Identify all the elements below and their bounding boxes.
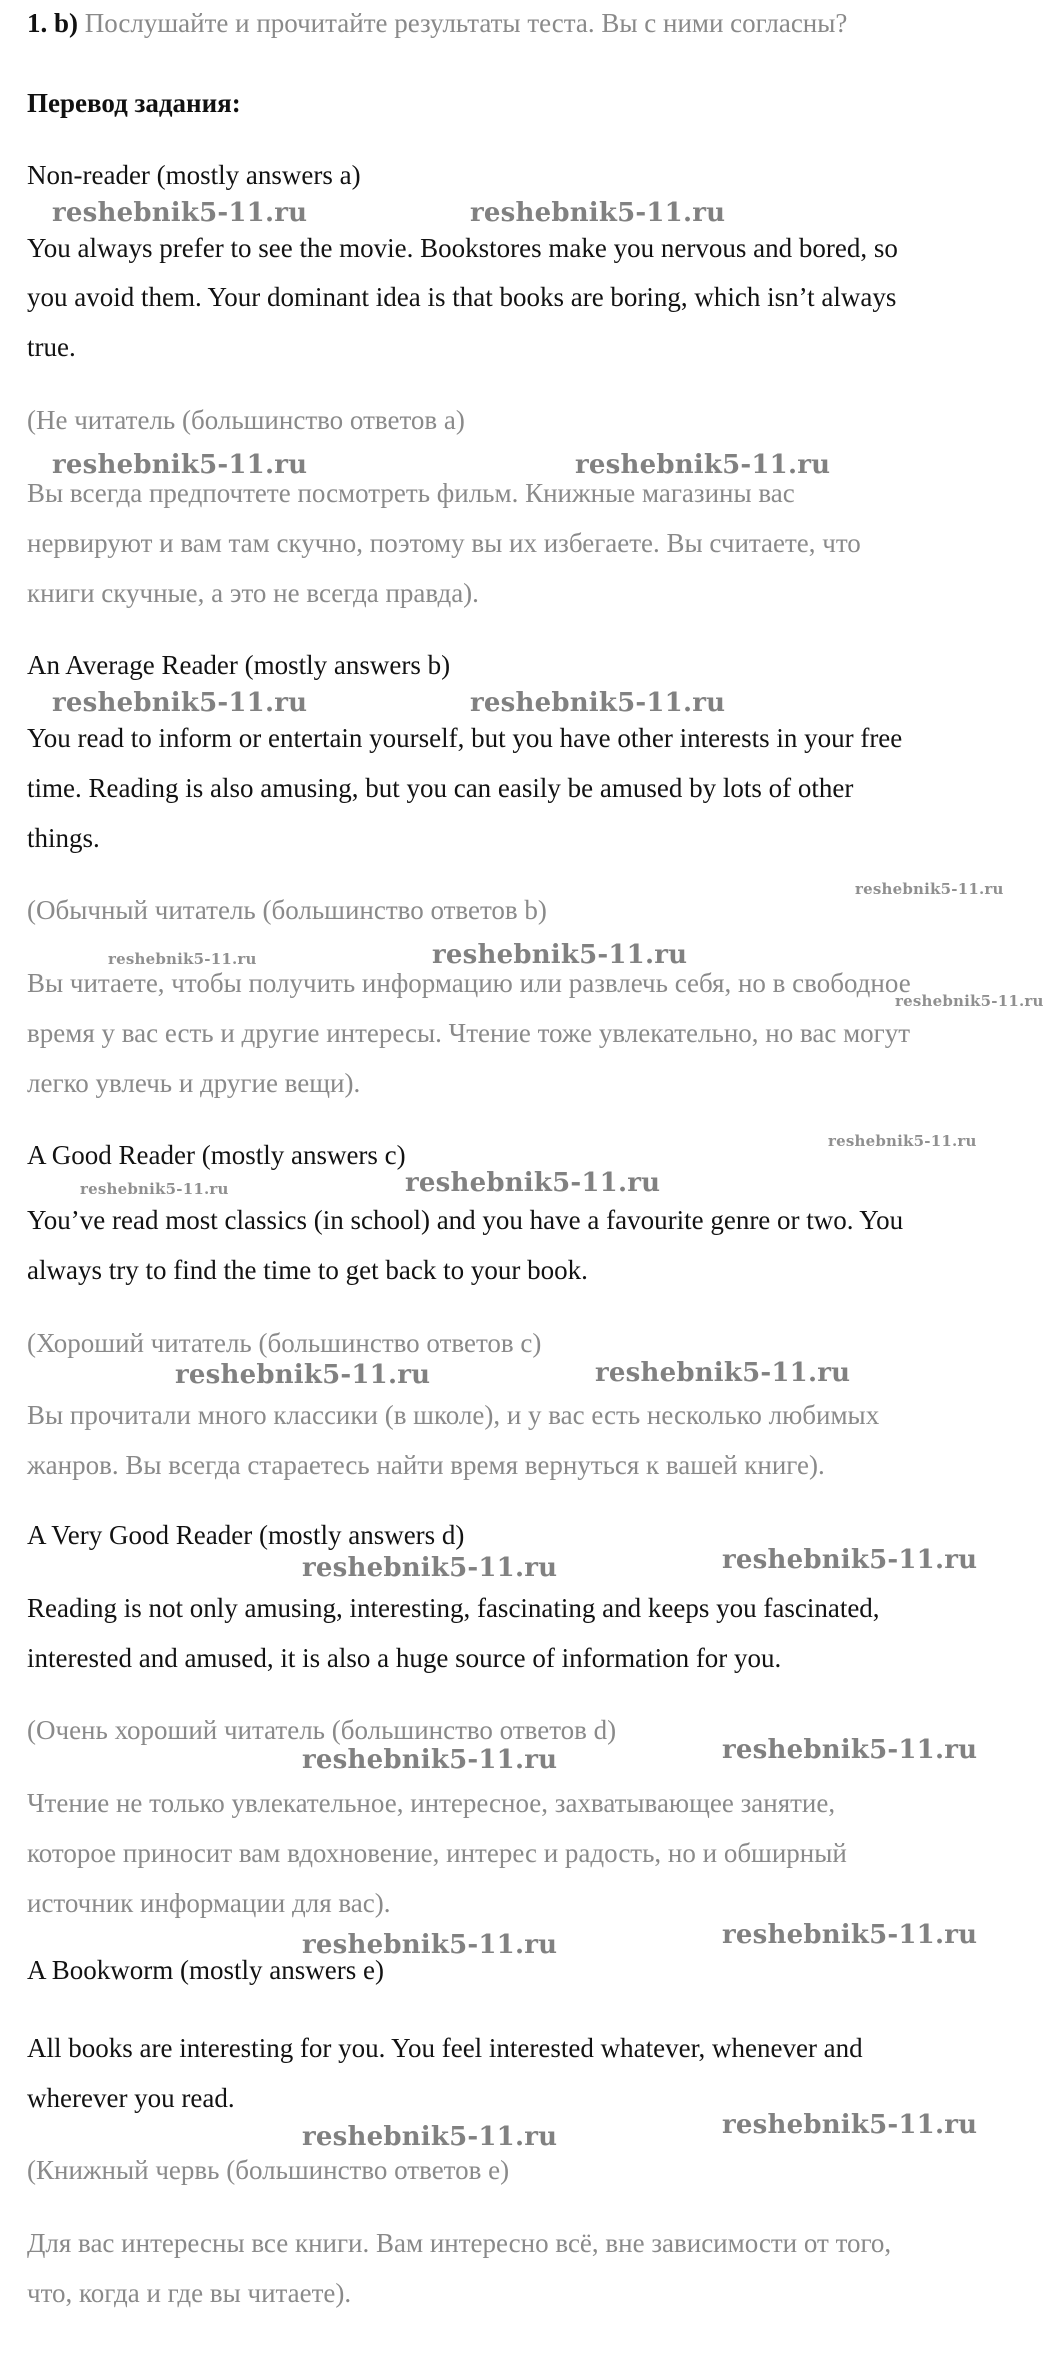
section-text-line: interested and amused, it is also a huge source of information for you. <box>27 1643 782 1673</box>
watermark: reshebnik5-11.ru <box>470 198 726 228</box>
section-text-line: always try to find the time to get back to your book. <box>27 1255 588 1285</box>
section-text-line: things. <box>27 823 100 853</box>
translation-heading-ru: (Хороший читатель (большинство ответов с) <box>27 1328 542 1358</box>
section-heading: A Good Reader (mostly answers c) <box>27 1140 406 1170</box>
translation-line: что, когда и где вы читаете). <box>27 2278 352 2308</box>
watermark: reshebnik5-11.ru <box>722 2110 978 2140</box>
watermark: reshebnik5-11.ru <box>52 198 308 228</box>
section-text-line: you avoid them. Your dominant idea is that books are boring, which isn’t always <box>27 282 897 312</box>
watermark: reshebnik5-11.ru <box>302 1553 558 1583</box>
watermark: reshebnik5-11.ru <box>722 1735 978 1765</box>
watermark: reshebnik5-11.ru <box>302 1930 558 1960</box>
watermark: reshebnik5-11.ru <box>302 1745 558 1775</box>
section-heading: Non-reader (mostly answers a) <box>27 160 361 190</box>
watermark: reshebnik5-11.ru <box>52 450 308 480</box>
translation-line: Чтение не только увлекательное, интересное, захватывающее занятие, <box>27 1788 836 1818</box>
watermark: reshebnik5-11.ru <box>108 950 257 968</box>
section-text-line: time. Reading is also amusing, but you can easily be amused by lots of other <box>27 773 854 803</box>
watermark: reshebnik5-11.ru <box>722 1920 978 1950</box>
watermark: reshebnik5-11.ru <box>432 940 688 970</box>
translation-line: которое приносит вам вдохновение, интерес и радость, но и обширный <box>27 1838 847 1868</box>
task-number: 1. b) <box>27 8 79 38</box>
watermark: reshebnik5-11.ru <box>175 1360 431 1390</box>
translation-line: время у вас есть и другие интересы. Чтение тоже увлекательно, но вас могут <box>27 1018 911 1048</box>
translation-line: Вы читаете, чтобы получить информацию или развлечь себя, но в свободное <box>27 968 911 998</box>
section-heading: A Bookworm (mostly answers e) <box>27 1955 384 1985</box>
watermark: reshebnik5-11.ru <box>575 450 831 480</box>
translation-line: жанров. Вы всегда стараетесь найти время вернуться к вашей книге). <box>27 1450 825 1480</box>
section-text-line: All books are interesting for you. You feel interested whatever, whenever and <box>27 2033 863 2063</box>
section-text-line: true. <box>27 332 76 362</box>
translation-line: Вы прочитали много классики (в школе), и у вас есть несколько любимых <box>27 1400 880 1430</box>
translation-line: Вы всегда предпочтете посмотреть фильм. Книжные магазины вас <box>27 478 795 508</box>
watermark: reshebnik5-11.ru <box>722 1545 978 1575</box>
section-text-line: You always prefer to see the movie. Bookstores make you nervous and bored, so <box>27 233 898 263</box>
watermark: reshebnik5-11.ru <box>302 2122 558 2152</box>
watermark: reshebnik5-11.ru <box>405 1168 661 1198</box>
translation-heading-ru: (Книжный червь (большинство ответов е) <box>27 2155 510 2185</box>
watermark: reshebnik5-11.ru <box>595 1358 851 1388</box>
translation-line: нервируют и вам там скучно, поэтому вы их избегаете. Вы считаете, что <box>27 528 861 558</box>
section-text-line: wherever you read. <box>27 2083 235 2113</box>
translation-line: источник информации для вас). <box>27 1888 391 1918</box>
translation-line: легко увлечь и другие вещи). <box>27 1068 361 1098</box>
watermark: reshebnik5-11.ru <box>895 992 1044 1010</box>
watermark: reshebnik5-11.ru <box>855 880 1004 898</box>
section-heading: An Average Reader (mostly answers b) <box>27 650 451 680</box>
watermark: reshebnik5-11.ru <box>80 1180 229 1198</box>
translation-heading-ru: (Обычный читатель (большинство ответов b) <box>27 895 547 925</box>
watermark: reshebnik5-11.ru <box>828 1132 977 1150</box>
section-text-line: You read to inform or entertain yourself, but you have other interests in your free <box>27 723 903 753</box>
translation-line: книги скучные, а это не всегда правда). <box>27 578 479 608</box>
translation-heading: Перевод задания: <box>27 88 241 118</box>
section-text-line: You’ve read most classics (in school) and you have a favourite genre or two. You <box>27 1205 904 1235</box>
translation-heading-ru: (Очень хороший читатель (большинство ответов d) <box>27 1715 617 1745</box>
section-heading: A Very Good Reader (mostly answers d) <box>27 1520 465 1550</box>
section-text-line: Reading is not only amusing, interesting, fascinating and keeps you fascinated, <box>27 1593 880 1623</box>
task-text: Послушайте и прочитайте результаты теста. Вы с ними согласны? <box>84 8 848 38</box>
translation-line: Для вас интересны все книги. Вам интересно всё, вне зависимости от того, <box>27 2228 892 2258</box>
task-line <box>27 8 847 39</box>
watermark: reshebnik5-11.ru <box>470 688 726 718</box>
watermark: reshebnik5-11.ru <box>52 688 308 718</box>
translation-heading-ru: (Не читатель (большинство ответов а) <box>27 405 465 435</box>
